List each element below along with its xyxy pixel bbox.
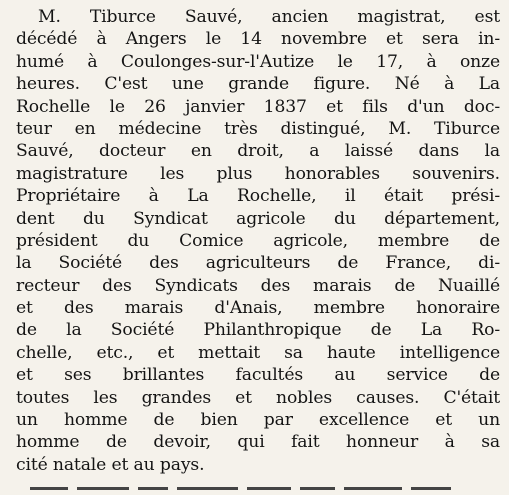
article-line: humé à Coulonges-sur-l'Autize le 17, à onze (16, 51, 500, 72)
article-line: et ses brillantes facultés au service de (16, 365, 500, 386)
article-line: décédé à Angers le 14 novembre et sera in- (16, 29, 500, 50)
article-line: teur en médecine très distingué, M. Tiburce (16, 118, 500, 139)
article-line: Rochelle le 26 janvier 1837 et fils d'un doc- (16, 96, 500, 117)
article-line: heures. C'est une grande figure. Né à La (16, 74, 500, 95)
article-line: M. Tiburce Sauvé, ancien magistrat, est (38, 7, 500, 27)
article-line: Propriétaire à La Rochelle, il était prési- (16, 186, 500, 207)
article-line: recteur des Syndicats des marais de Nuaillé (16, 275, 500, 296)
article-line: la Société des agriculteurs de France, di- (16, 253, 500, 274)
article-line: magistrature les plus honorables souvenirs. (16, 163, 500, 184)
cropped-next-line (30, 487, 495, 495)
obituary-article (16, 6, 500, 476)
article-line: président du Comice agricole, membre de (16, 230, 500, 251)
article-line: et des marais d'Anais, membre honoraire (16, 298, 500, 319)
article-line: cité natale et au pays. (16, 454, 205, 475)
article-line: dent du Syndicat agricole du département, (16, 208, 500, 229)
article-line: Sauvé, docteur en droit, a laissé dans la (16, 141, 500, 162)
article-line: de la Société Philanthropique de La Ro- (16, 320, 500, 341)
article-line: un homme de bien par excellence et un (16, 410, 500, 431)
article-line: toutes les grandes et nobles causes. C'était (16, 387, 500, 408)
article-line: homme de devoir, qui fait honneur à sa (16, 432, 500, 453)
article-line: chelle, etc., et mettait sa haute intelligence (16, 342, 500, 363)
